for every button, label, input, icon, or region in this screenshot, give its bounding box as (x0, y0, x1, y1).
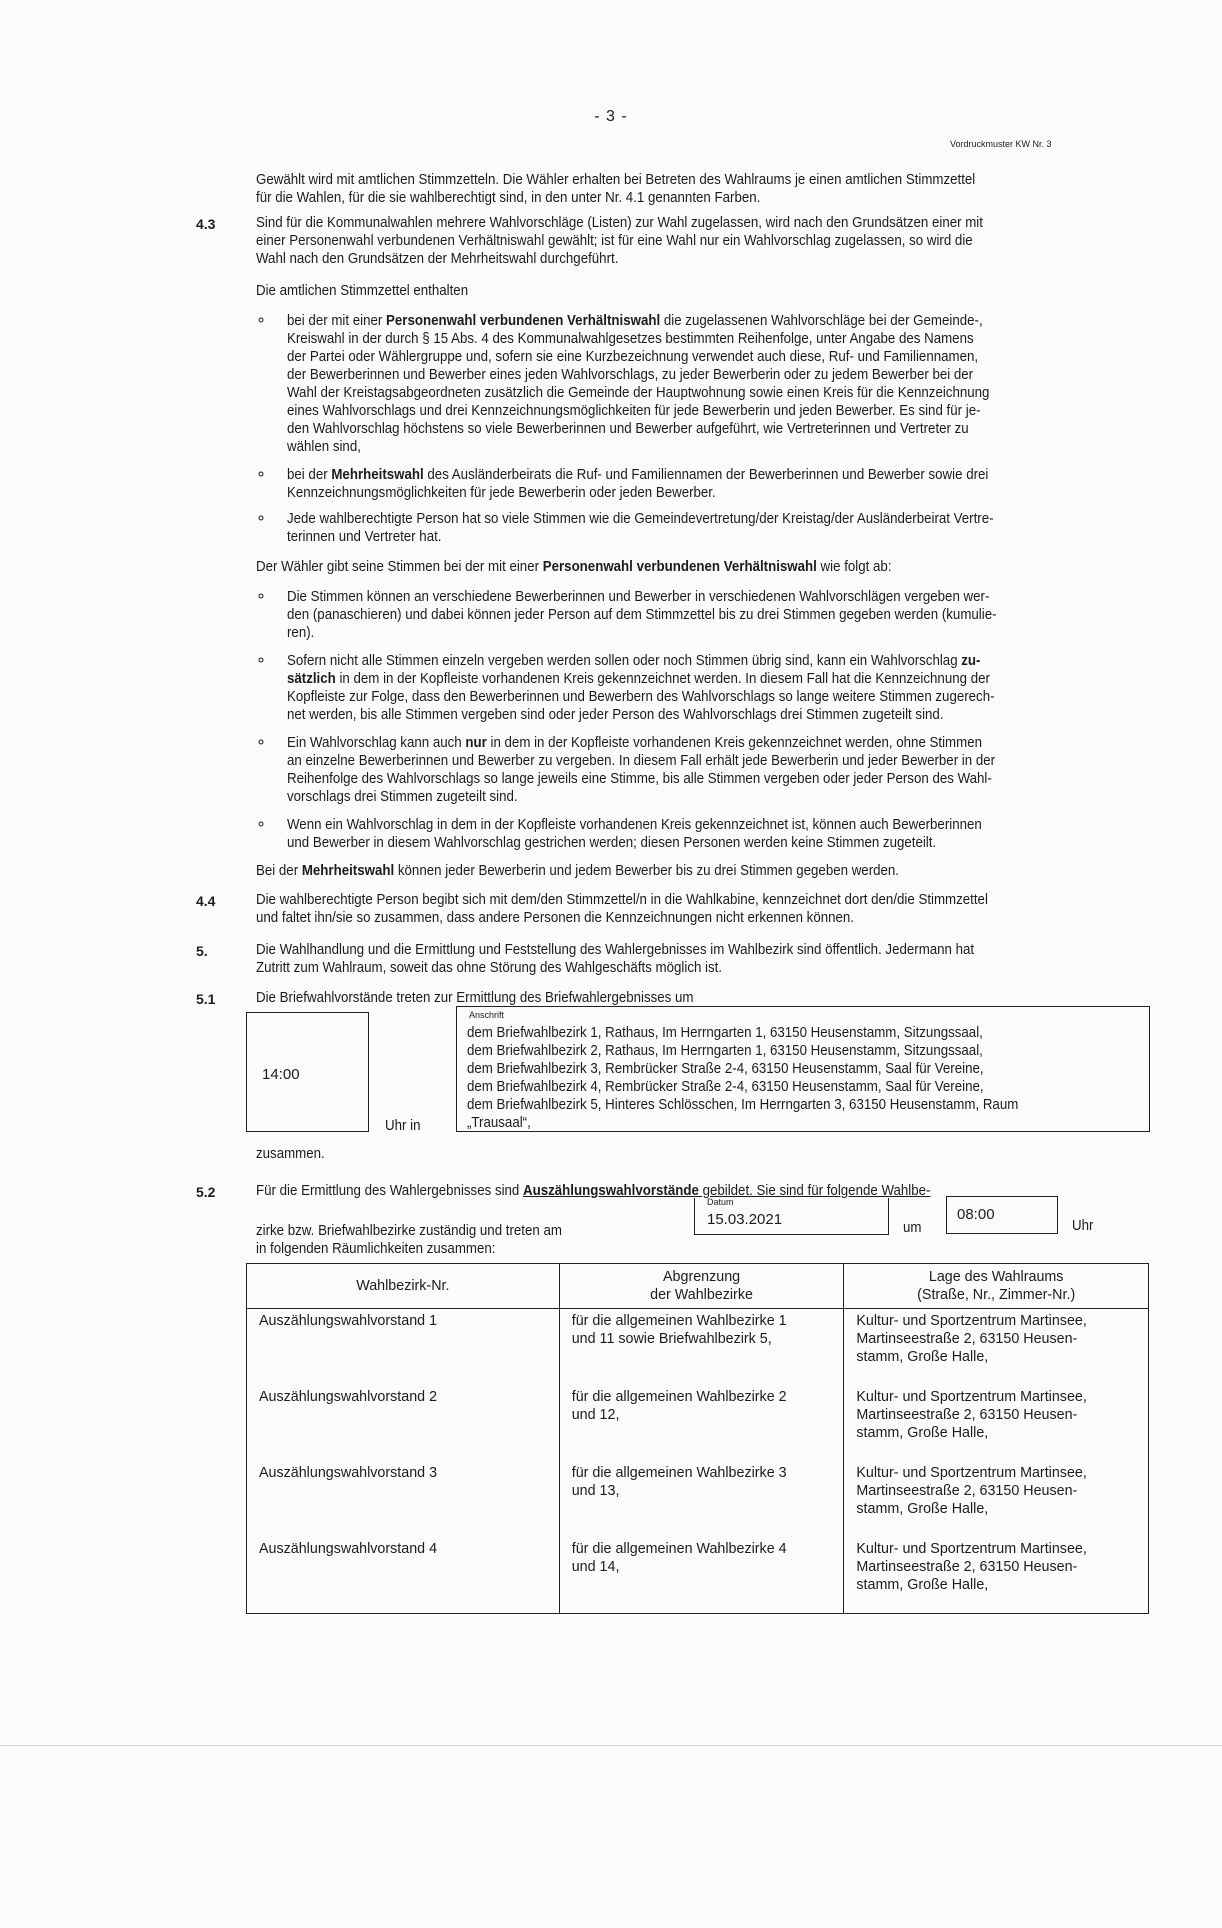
address-line: „Trausaal“, (467, 1115, 531, 1131)
bullet-text: bei der mit einer Personenwahl verbundenen Verhältniswahl die zugelassenen Wahlvorschläge bei der Gemeinde-, (287, 313, 983, 329)
column-header: Lage des Wahlraums (Straße, Nr., Zimmer-Nr.) (844, 1264, 1149, 1309)
bullet-text: ren). (287, 625, 315, 641)
bullet-text: wählen sind, (287, 439, 361, 455)
section-text: in folgenden Räumlichkeiten zusammen: (256, 1241, 496, 1257)
intro-line: für die Wahlen, für die sie wahlberechtigt sind, in den unter Nr. 4.1 genannten Farben. (256, 190, 761, 206)
zusammen-label: zusammen. (256, 1146, 325, 1162)
section-number: 5.2 (196, 1184, 216, 1200)
table-cell: Kultur- und Sportzentrum Martinsee, Martinseestraße 2, 63150 Heusen- stamm, Große Halle, (844, 1309, 1149, 1386)
table-row (247, 1309, 1149, 1386)
address-line: dem Briefwahlbezirk 5, Hinteres Schlösschen, Im Herrngarten 3, 63150 Heusenstamm, Raum (467, 1097, 1019, 1113)
table-cell: Kultur- und Sportzentrum Martinsee, Martinseestraße 2, 63150 Heusen- stamm, Große Halle, (844, 1461, 1149, 1537)
table-cell: Kultur- und Sportzentrum Martinsee, Martinseestraße 2, 63150 Heusen- stamm, Große Halle, (844, 1537, 1149, 1614)
bullet-icon: ∘ (256, 652, 267, 669)
bullet-text: an einzelne Bewerberinnen und Bewerber zu vergeben. In diesem Fall erhält jede Bewerberin und jeder Bewerber in der (287, 753, 996, 769)
bullet-icon: ∘ (256, 312, 267, 329)
section-number: 4.4 (196, 893, 216, 909)
column-header: Abgrenzung der Wahlbezirke (559, 1264, 844, 1309)
address-label: Anschrift (469, 1010, 505, 1020)
table-cell: Auszählungswahlvorstand 2 (247, 1385, 560, 1461)
um-label: um (903, 1220, 922, 1236)
bullet-text: bei der Mehrheitswahl des Ausländerbeirats die Ruf- und Familiennamen der Bewerberinnen und Bewerber sowie drei (287, 467, 989, 483)
bullet-text: Wenn ein Wahlvorschlag in dem in der Kopfleiste vorhandenen Kreis gekennzeichnet ist, können auch Bewerberinnen (287, 817, 982, 833)
date-label: Datum (707, 1197, 734, 1207)
bullet-text: net werden, bis alle Stimmen vergeben sind oder jeder Person des Wahlvorschlags drei Stimmen zugeteilt sind. (287, 707, 944, 723)
section-text: Die amtlichen Stimmzettel enthalten (256, 283, 469, 299)
section-text: Wahl nach den Grundsätzen der Mehrheitswahl durchgeführt. (256, 251, 619, 267)
table-row (247, 1537, 1149, 1614)
address-line: dem Briefwahlbezirk 4, Rembrücker Straße 2-4, 63150 Heusenstamm, Saal für Vereine, (467, 1079, 984, 1095)
bullet-text: Wahl der Kreistagsabgeordneten zusätzlich die Gemeinde der Hauptwohnung sowie einen Kreis für die Kennzeichnung (287, 385, 990, 401)
bullet-text: Die Stimmen können an verschiedene Bewerberinnen und Bewerber in verschiedenen Wahlvorschlägen vergeben wer- (287, 589, 990, 605)
bullet-text: terinnen und Vertreter hat. (287, 529, 442, 545)
section-text: zirke bzw. Briefwahlbezirke zuständig und treten am (256, 1223, 562, 1239)
table-cell: für die allgemeinen Wahlbezirke 3 und 13, (559, 1461, 844, 1537)
table-row (247, 1461, 1149, 1537)
start-time-value: 08:00 (957, 1206, 995, 1223)
address-line: dem Briefwahlbezirk 3, Rembrücker Straße 2-4, 63150 Heusenstamm, Saal für Vereine, (467, 1061, 984, 1077)
section-text: einer Personenwahl verbundenen Verhältniswahl gewählt; ist für eine Wahl nur ein Wahlvorschlag zugelassen, so wird die (256, 233, 973, 249)
bullet-text: eines Wahlvorschlags und drei Kennzeichnungsmöglichkeiten für jede Bewerberin und jeden Bewerber. Es sind für je- (287, 403, 981, 419)
bullet-text: Kopfleiste zur Folge, dass den Bewerberinnen und Bewerbern des Wahlvorschlags so lange weitere Stimmen zugerech- (287, 689, 995, 705)
address-line: dem Briefwahlbezirk 2, Rathaus, Im Herrngarten 1, 63150 Heusenstamm, Sitzungssaal, (467, 1043, 983, 1059)
column-header: Wahlbezirk-Nr. (247, 1264, 560, 1309)
bullet-icon: ∘ (256, 588, 267, 605)
table-cell: Kultur- und Sportzentrum Martinsee, Martinseestraße 2, 63150 Heusen- stamm, Große Halle, (844, 1385, 1149, 1461)
table-cell: Auszählungswahlvorstand 4 (247, 1537, 560, 1614)
section-text: Für die Ermittlung des Wahlergebnisses sind Auszählungswahlvorstände gebildet. Sie sind für folgende Wahlbe- (256, 1183, 931, 1199)
address-line: dem Briefwahlbezirk 1, Rathaus, Im Herrngarten 1, 63150 Heusenstamm, Sitzungssaal, (467, 1025, 983, 1041)
intro-line: Gewählt wird mit amtlichen Stimmzetteln. Die Wähler erhalten bei Betreten des Wahlraums je einen amtlichen Stimmzettel (256, 172, 976, 188)
mehrheitswahl-text: Bei der Mehrheitswahl können jeder Bewerberin und jedem Bewerber bis zu drei Stimmen gegeben werden. (256, 863, 900, 879)
bullet-text: den (panaschieren) und dabei können jeder Person auf dem Stimmzettel bis zu drei Stimmen gegeben werden (kumulie- (287, 607, 997, 623)
scan-edge-line (0, 1745, 1222, 1746)
table-cell: Auszählungswahlvorstand 1 (247, 1309, 560, 1386)
bullet-text: Reihenfolge des Wahlvorschlags so lange jeweils eine Stimme, bis alle Stimmen vergeben oder jeder Person des Wahl- (287, 771, 992, 787)
bullet-text: Kennzeichnungsmöglichkeiten für jede Bewerberin oder jeden Bewerber. (287, 485, 716, 501)
uhr-label: Uhr (1072, 1218, 1094, 1234)
section-text: Die wahlberechtigte Person begibt sich mit dem/den Stimmzettel/n in die Wahlkabine, kennzeichnet dort den/die Stimmzettel (256, 892, 988, 908)
bullet-text: Ein Wahlvorschlag kann auch nur in dem in der Kopfleiste vorhandenen Kreis gekennzeichnet werden, ohne Stimmen (287, 735, 983, 751)
time-value: 14:00 (262, 1066, 300, 1083)
section-number: 5.1 (196, 991, 216, 1007)
bullet-text: der Bewerberinnen und Bewerber eines jeden Wahlvorschlags, zu jeder Bewerberin oder zu jedem Bewerber bei der (287, 367, 974, 383)
bullet-text: vorschlags drei Stimmen zugeteilt sind. (287, 789, 518, 805)
bullet-text: Kreiswahl in der durch § 15 Abs. 4 des Kommunalwahlgesetzes bestimmten Reihenfolge, unter Angabe des Namens (287, 331, 974, 347)
bullet-text: Sofern nicht alle Stimmen einzeln vergeben werden sollen oder noch Stimmen übrig sind, kann ein Wahlvorschlag zu- (287, 653, 981, 669)
bullet-icon: ∘ (256, 734, 267, 751)
section-text: Die Briefwahlvorstände treten zur Ermittlung des Briefwahlergebnisses um (256, 990, 694, 1006)
voter-intro: Der Wähler gibt seine Stimmen bei der mit einer Personenwahl verbundenen Verhältniswahl wie folgt ab: (256, 559, 892, 575)
section-number: 5. (196, 943, 208, 959)
section-number: 4.3 (196, 216, 216, 232)
bullet-icon: ∘ (256, 816, 267, 833)
section-text: und faltet ihn/sie so zusammen, dass andere Personen die Kennzeichnungen nicht erkennen können. (256, 910, 854, 926)
bullet-icon: ∘ (256, 510, 267, 527)
page-number: - 3 - (594, 108, 628, 125)
table-cell: für die allgemeinen Wahlbezirke 1 und 11 sowie Briefwahlbezirk 5, (559, 1309, 844, 1386)
bullet-text: sätzlich in dem in der Kopfleiste vorhandenen Kreis gekennzeichnet werden. In diesem Fall hat die Kennzeichnung der (287, 671, 990, 687)
section-text: Die Wahlhandlung und die Ermittlung und Feststellung des Wahlergebnisses im Wahlbezirk sind öffentlich. Jedermann hat (256, 942, 975, 958)
section-text: Zutritt zum Wahlraum, soweit das ohne Störung des Wahlgeschäfts möglich ist. (256, 960, 723, 976)
section-text: Sind für die Kommunalwahlen mehrere Wahlvorschläge (Listen) zur Wahl zugelassen, wird nach den Grundsätzen einer mit (256, 215, 983, 231)
bullet-text: und Bewerber in diesem Wahlvorschlag gestrichen werden; diesen Personen werden keine Stimmen zugeteilt. (287, 835, 937, 851)
form-id: Vordruckmuster KW Nr. 3 (950, 139, 1052, 149)
table-cell: Auszählungswahlvorstand 3 (247, 1461, 560, 1537)
table-row (247, 1385, 1149, 1461)
bullet-text: der Partei oder Wählergruppe und, sofern sie eine Kurzbezeichnung verwendet auch diese, Ruf- und Familiennamen, (287, 349, 979, 365)
uhr-in-label: Uhr in (385, 1118, 421, 1134)
bullet-icon: ∘ (256, 466, 267, 483)
table-cell: für die allgemeinen Wahlbezirke 4 und 14, (559, 1537, 844, 1614)
date-value: 15.03.2021 (707, 1211, 783, 1228)
bullet-text: den Wahlvorschlag höchstens so viele Bewerberinnen und Bewerber aufgeführt, wie Vertreterinnen und Vertreter zu (287, 421, 969, 437)
bullet-text: Jede wahlberechtigte Person hat so viele Stimmen wie die Gemeindevertretung/der Kreistag/der Ausländerbeirat Vertre- (287, 511, 994, 527)
counting-committee-table (246, 1263, 1149, 1614)
table-cell: für die allgemeinen Wahlbezirke 2 und 12, (559, 1385, 844, 1461)
